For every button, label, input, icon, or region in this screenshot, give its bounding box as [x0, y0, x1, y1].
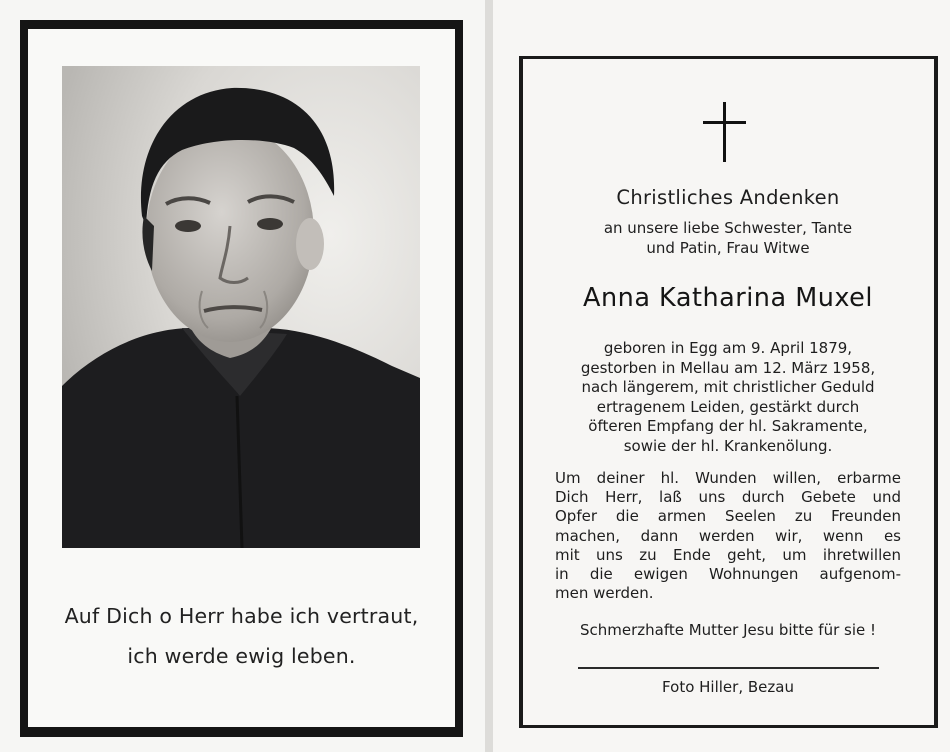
prayer-line: Dich Herr, laß uns durch Gebete und: [555, 488, 901, 507]
prayer-line: Opfer die armen Seelen zu Freunden: [555, 507, 901, 526]
bio-line: ertragenem Leiden, gestärkt durch: [596, 397, 860, 416]
prayer-line: in die ewigen Wohnungen aufgenom-: [555, 565, 901, 584]
bio-line: gestorben in Mellau am 12. März 1958,: [580, 358, 876, 377]
cross-icon-bar: [703, 121, 746, 124]
prayer-line: machen, dann werden wir, wenn es: [555, 526, 901, 545]
bio-line: nach längerem, mit christlicher Geduld: [581, 378, 875, 397]
intro-line-1: an unsere liebe Schwester, Tante: [603, 219, 853, 237]
intro-line-2: und Patin, Frau Witwe: [646, 239, 810, 257]
prayer-line: men werden.: [555, 584, 654, 603]
prayer-line: mit uns zu Ende geht, um ihretwillen: [555, 545, 901, 564]
portrait-photo: [62, 66, 420, 548]
card-heading: Christliches Andenken: [616, 186, 840, 209]
prayer-line: Um deiner hl. Wunden willen, erbarme: [555, 469, 901, 487]
deceased-name: Anna Katharina Muxel: [583, 283, 873, 313]
biography: [530, 339, 926, 457]
bio-line: öfteren Empfang der hl. Sakramente,: [588, 417, 868, 436]
motto-line-2: ich werde ewig leben.: [127, 644, 356, 668]
prayer-text: [555, 469, 901, 603]
card-divider: [485, 0, 493, 752]
photo-credit: Foto Hiller, Bezau: [662, 678, 794, 696]
bio-line: sowie der hl. Krankenölung.: [623, 436, 833, 455]
motto-line-1: Auf Dich o Herr habe ich vertraut,: [64, 604, 419, 628]
closing-prayer: Schmerzhafte Mutter Jesu bitte für sie !: [579, 621, 877, 639]
bio-line: geboren in Egg am 9. April 1879,: [603, 339, 853, 357]
cross-icon: [723, 102, 726, 162]
divider-rule: [578, 667, 879, 669]
